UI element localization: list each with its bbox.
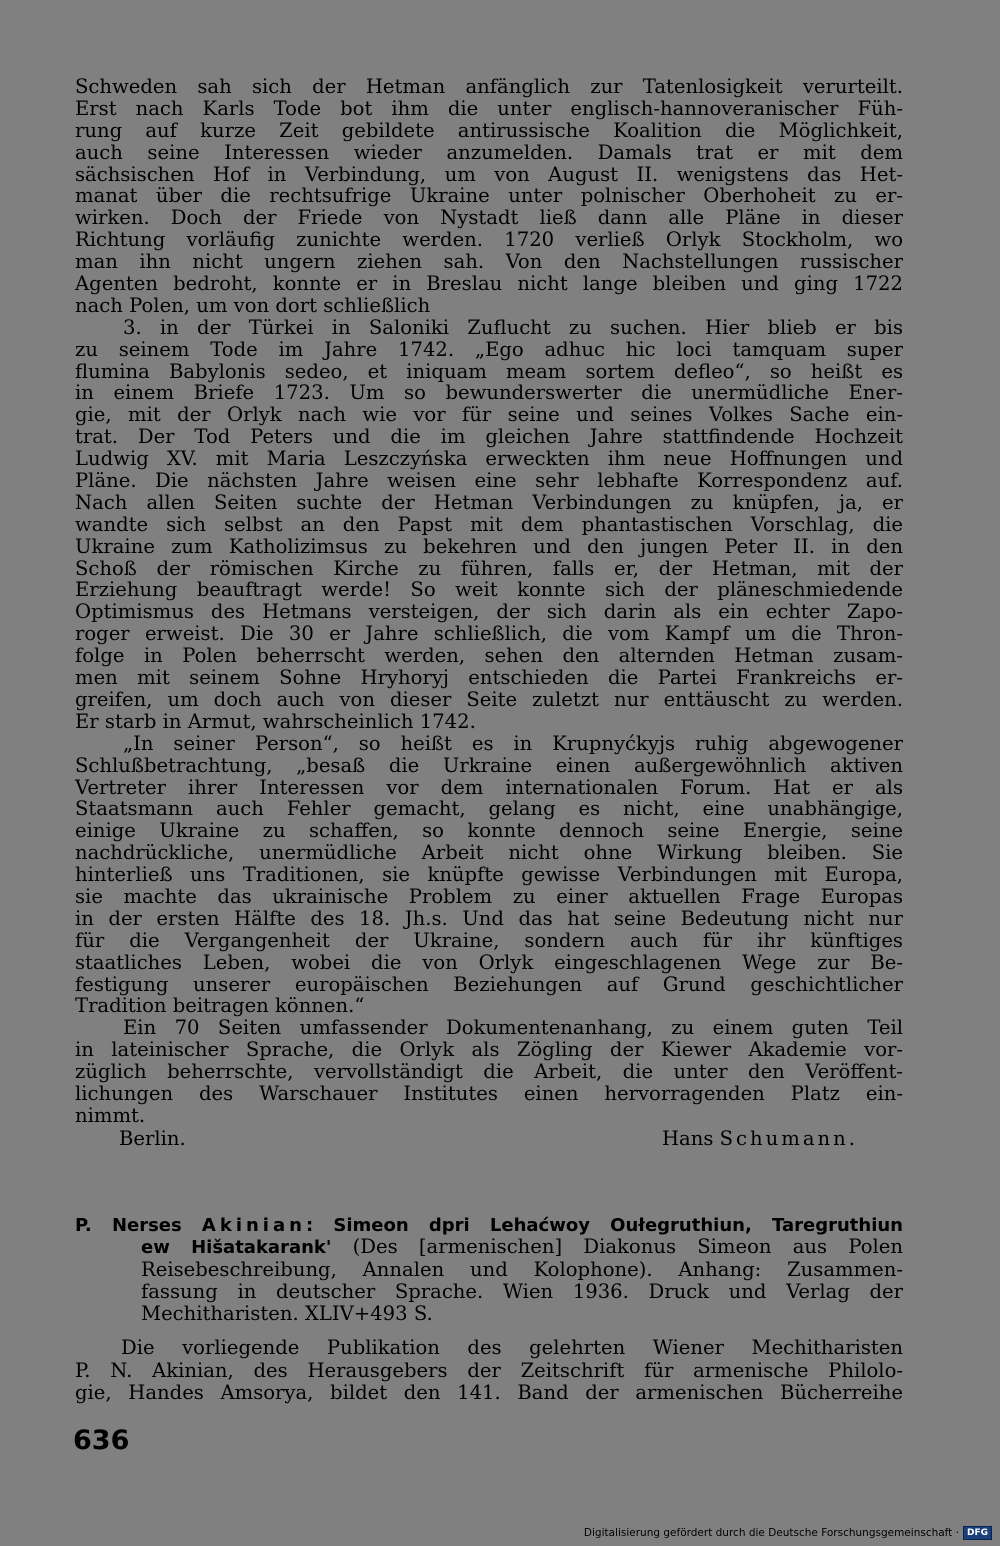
signature-place: Berlin. [119, 1126, 186, 1150]
page-number: 636 [73, 1425, 130, 1456]
text-line: Optimismus des Hetmans versteigen, der sich darin als ein echter Zapo- [75, 600, 903, 624]
text-line: nach Polen, um von dort schließlich [75, 293, 431, 317]
text-line: Er starb in Armut, wahrscheinlich 1742. [75, 709, 476, 733]
text-line: Ein 70 Seiten umfassender Dokumentenanhang, zu einem guten Teil [123, 1016, 903, 1040]
text-line: rung auf kurze Zeit gebildete antirussische Koalition die Möglichkeit, [75, 118, 903, 142]
author-first: Hans [661, 1126, 714, 1150]
book-review [75, 1214, 903, 1404]
text-line: trat. Der Tod Peters und die im gleichen Jahre stattfindende Hochzeit [75, 425, 903, 449]
text-line: für die Vergangenheit der Ukraine, sondern auch für ihr künftiges [75, 928, 903, 952]
text-line: wirken. Doch der Friede von Nystadt ließ dann alle Pläne in dieser [75, 206, 903, 230]
text-line: Tradition beitragen können.“ [75, 994, 365, 1018]
text-line: staatliches Leben, wobei die von Orlyk eingeschlagenen Wege zur Be- [75, 950, 903, 974]
text-line: wandte sich selbst an den Papst mit dem phantastischen Vorschlag, die [75, 512, 903, 536]
signature [75, 1127, 903, 1151]
text-line: men mit seinem Sohne Hryhoryj entschieden die Partei Frankreichs er- [75, 666, 903, 690]
text-line: Vertreter ihrer Interessen vor dem internationalen Forum. Hat er als [75, 775, 903, 799]
review-heading-line-2 [75, 1236, 903, 1258]
text-line: manat über die rechtsufrige Ukraine unter polnischer Oberhoheit zu er- [75, 184, 903, 208]
dfg-logo-icon: DFG [963, 1526, 992, 1540]
text-line: Ludwig XV. mit Maria Leszczyńska erweckten ihm neue Hoffnungen und [75, 447, 903, 471]
text-line: „In seiner Person“, so heißt es in Krupnyćkyjs ruhig abgewogener [123, 731, 903, 755]
text-line: Nach allen Seiten suchte der Hetman Verbindungen zu knüpfen, ja, er [75, 490, 903, 514]
text-line: auch seine Interessen wieder anzumelden. Damals trat er mit dem [75, 140, 903, 164]
text-line: einige Ukraine zu schaffen, so konnte dennoch seine Energie, seine [75, 819, 903, 843]
review-text-line: gie, Handes Amsorya, bildet den 141. Band der armenischen Bücherreihe [75, 1381, 903, 1405]
review-title-rest: (Des [armenischen] Diakonus Simeon aus Polen [331, 1235, 904, 1259]
text-line: Ukraine zum Katholizimsus zu bekehren und den jungen Peter II. in den [75, 534, 903, 558]
review-author-prefix: P. Nerses [75, 1215, 182, 1236]
digitization-footer [584, 1526, 992, 1540]
text-line: roger erweist. Die 30 er Jahre schließlich, die vom Kampf um die Thron- [75, 622, 903, 646]
text-line: in einem Briefe 1723. Um so bewunderswerter die unermüdliche Ener- [75, 381, 903, 405]
text-line: flumina Babylonis sedeo, et iniquam meam sortem defleo“, so heißt es [75, 359, 903, 383]
review-citation-line: fassung in deutscher Sprache. Wien 1936. Druck und Verlag der [141, 1279, 903, 1303]
article-body [75, 76, 903, 1151]
text-line: Erst nach Karls Tode bot ihm die unter englisch-hannoveranischer Füh- [75, 96, 903, 120]
text-line: Agenten bedroht, konnte er in Breslau nicht lange bleiben und ging 1722 [75, 272, 903, 296]
review-title-2: ew Hišatakarank' [141, 1237, 332, 1259]
text-line: folge in Polen beherrscht werden, sehen den alternden Hetman zusam- [75, 644, 903, 668]
review-text-line: Die vorliegende Publikation des gelehrten Wiener Mechitharisten [121, 1336, 903, 1360]
text-line: Schoß der römischen Kirche zu führen, falls er, der Hetman, mit der [75, 556, 903, 580]
review-heading-line-1 [75, 1214, 903, 1236]
text-line: in lateinischer Sprache, die Orlyk als Zögling der Kiewer Akademie vor- [75, 1038, 903, 1062]
text-line: greifen, um doch auch von dieser Seite zuletzt nur enttäuscht zu werden. [75, 687, 903, 711]
text-line: hinterließ uns Traditionen, sie knüpfte gewisse Verbindungen mit Europa, [75, 863, 903, 887]
text-line: nimmt. [75, 1103, 146, 1127]
text-line: festigung unserer europäischen Beziehungen auf Grund geschichtlicher [75, 972, 903, 996]
text-line: nachdrückliche, unermüdliche Arbeit nicht ohne Wirkung bleiben. Sie [75, 841, 903, 865]
review-citation-line: Mechitharisten. XLIV+493 S. [141, 1302, 433, 1326]
footer-text: Digitalisierung gefördert durch die Deutsche Forschungsgemeinschaft · [583, 1527, 959, 1539]
text-line: Staatsmann auch Fehler gemacht, gelang es nicht, eine unabhängige, [75, 797, 903, 821]
text-line: sie machte das ukrainische Problem zu einer aktuellen Frage Europas [75, 884, 903, 908]
text-line: Pläne. Die nächsten Jahre weisen eine sehr lebhafte Korrespondenz auf. [75, 469, 903, 493]
review-title-1: : Simeon dpri Lehaćwoy Oułegruthiun, Taregruthiun [305, 1215, 903, 1236]
text-line: man ihn nicht ungern ziehen sah. Von den Nachstellungen russischer [75, 250, 903, 274]
text-line: gie, mit der Orlyk nach wie vor für seine und seines Volkes Sache ein- [75, 403, 903, 427]
text-line: lichungen des Warschauer Institutes einen hervorragenden Platz ein- [75, 1081, 903, 1105]
text-line: 3. in der Türkei in Saloniki Zuflucht zu suchen. Hier blieb er bis [123, 315, 903, 339]
text-line: Erziehung beauftragt werde! So weit konnte sich der pläneschmiedende [75, 578, 903, 602]
signature-author [662, 1127, 858, 1151]
author-last: Schumann. [719, 1126, 858, 1150]
text-line: züglich beherrschte, vervollständigt die Arbeit, die unter den Veröffent- [75, 1060, 903, 1084]
review-citation-line: Reisebeschreibung, Annalen und Kolophone). Anhang: Zusammen- [141, 1257, 903, 1281]
text-line: sächsischen Hof in Verbindung, um von August II. wenigstens das Het- [75, 162, 903, 186]
review-author-name: Akinian [201, 1215, 306, 1236]
text-line: Richtung vorläufig zunichte werden. 1720 verließ Orlyk Stockholm, wo [75, 228, 903, 252]
text-line: Schlußbetrachtung, „besaß die Urkraine einen außergewöhnlich aktiven [75, 753, 903, 777]
review-text-line: P. N. Akinian, des Herausgebers der Zeitschrift für armenische Philolo- [75, 1358, 903, 1382]
text-line: in der ersten Hälfte des 18. Jh.s. Und das hat seine Bedeutung nicht nur [75, 906, 903, 930]
text-line: Schweden sah sich der Hetman anfänglich zur Tatenlosigkeit verurteilt. [75, 75, 903, 98]
text-line: zu seinem Tode im Jahre 1742. „Ego adhuc hic loci tamquam super [75, 337, 903, 361]
